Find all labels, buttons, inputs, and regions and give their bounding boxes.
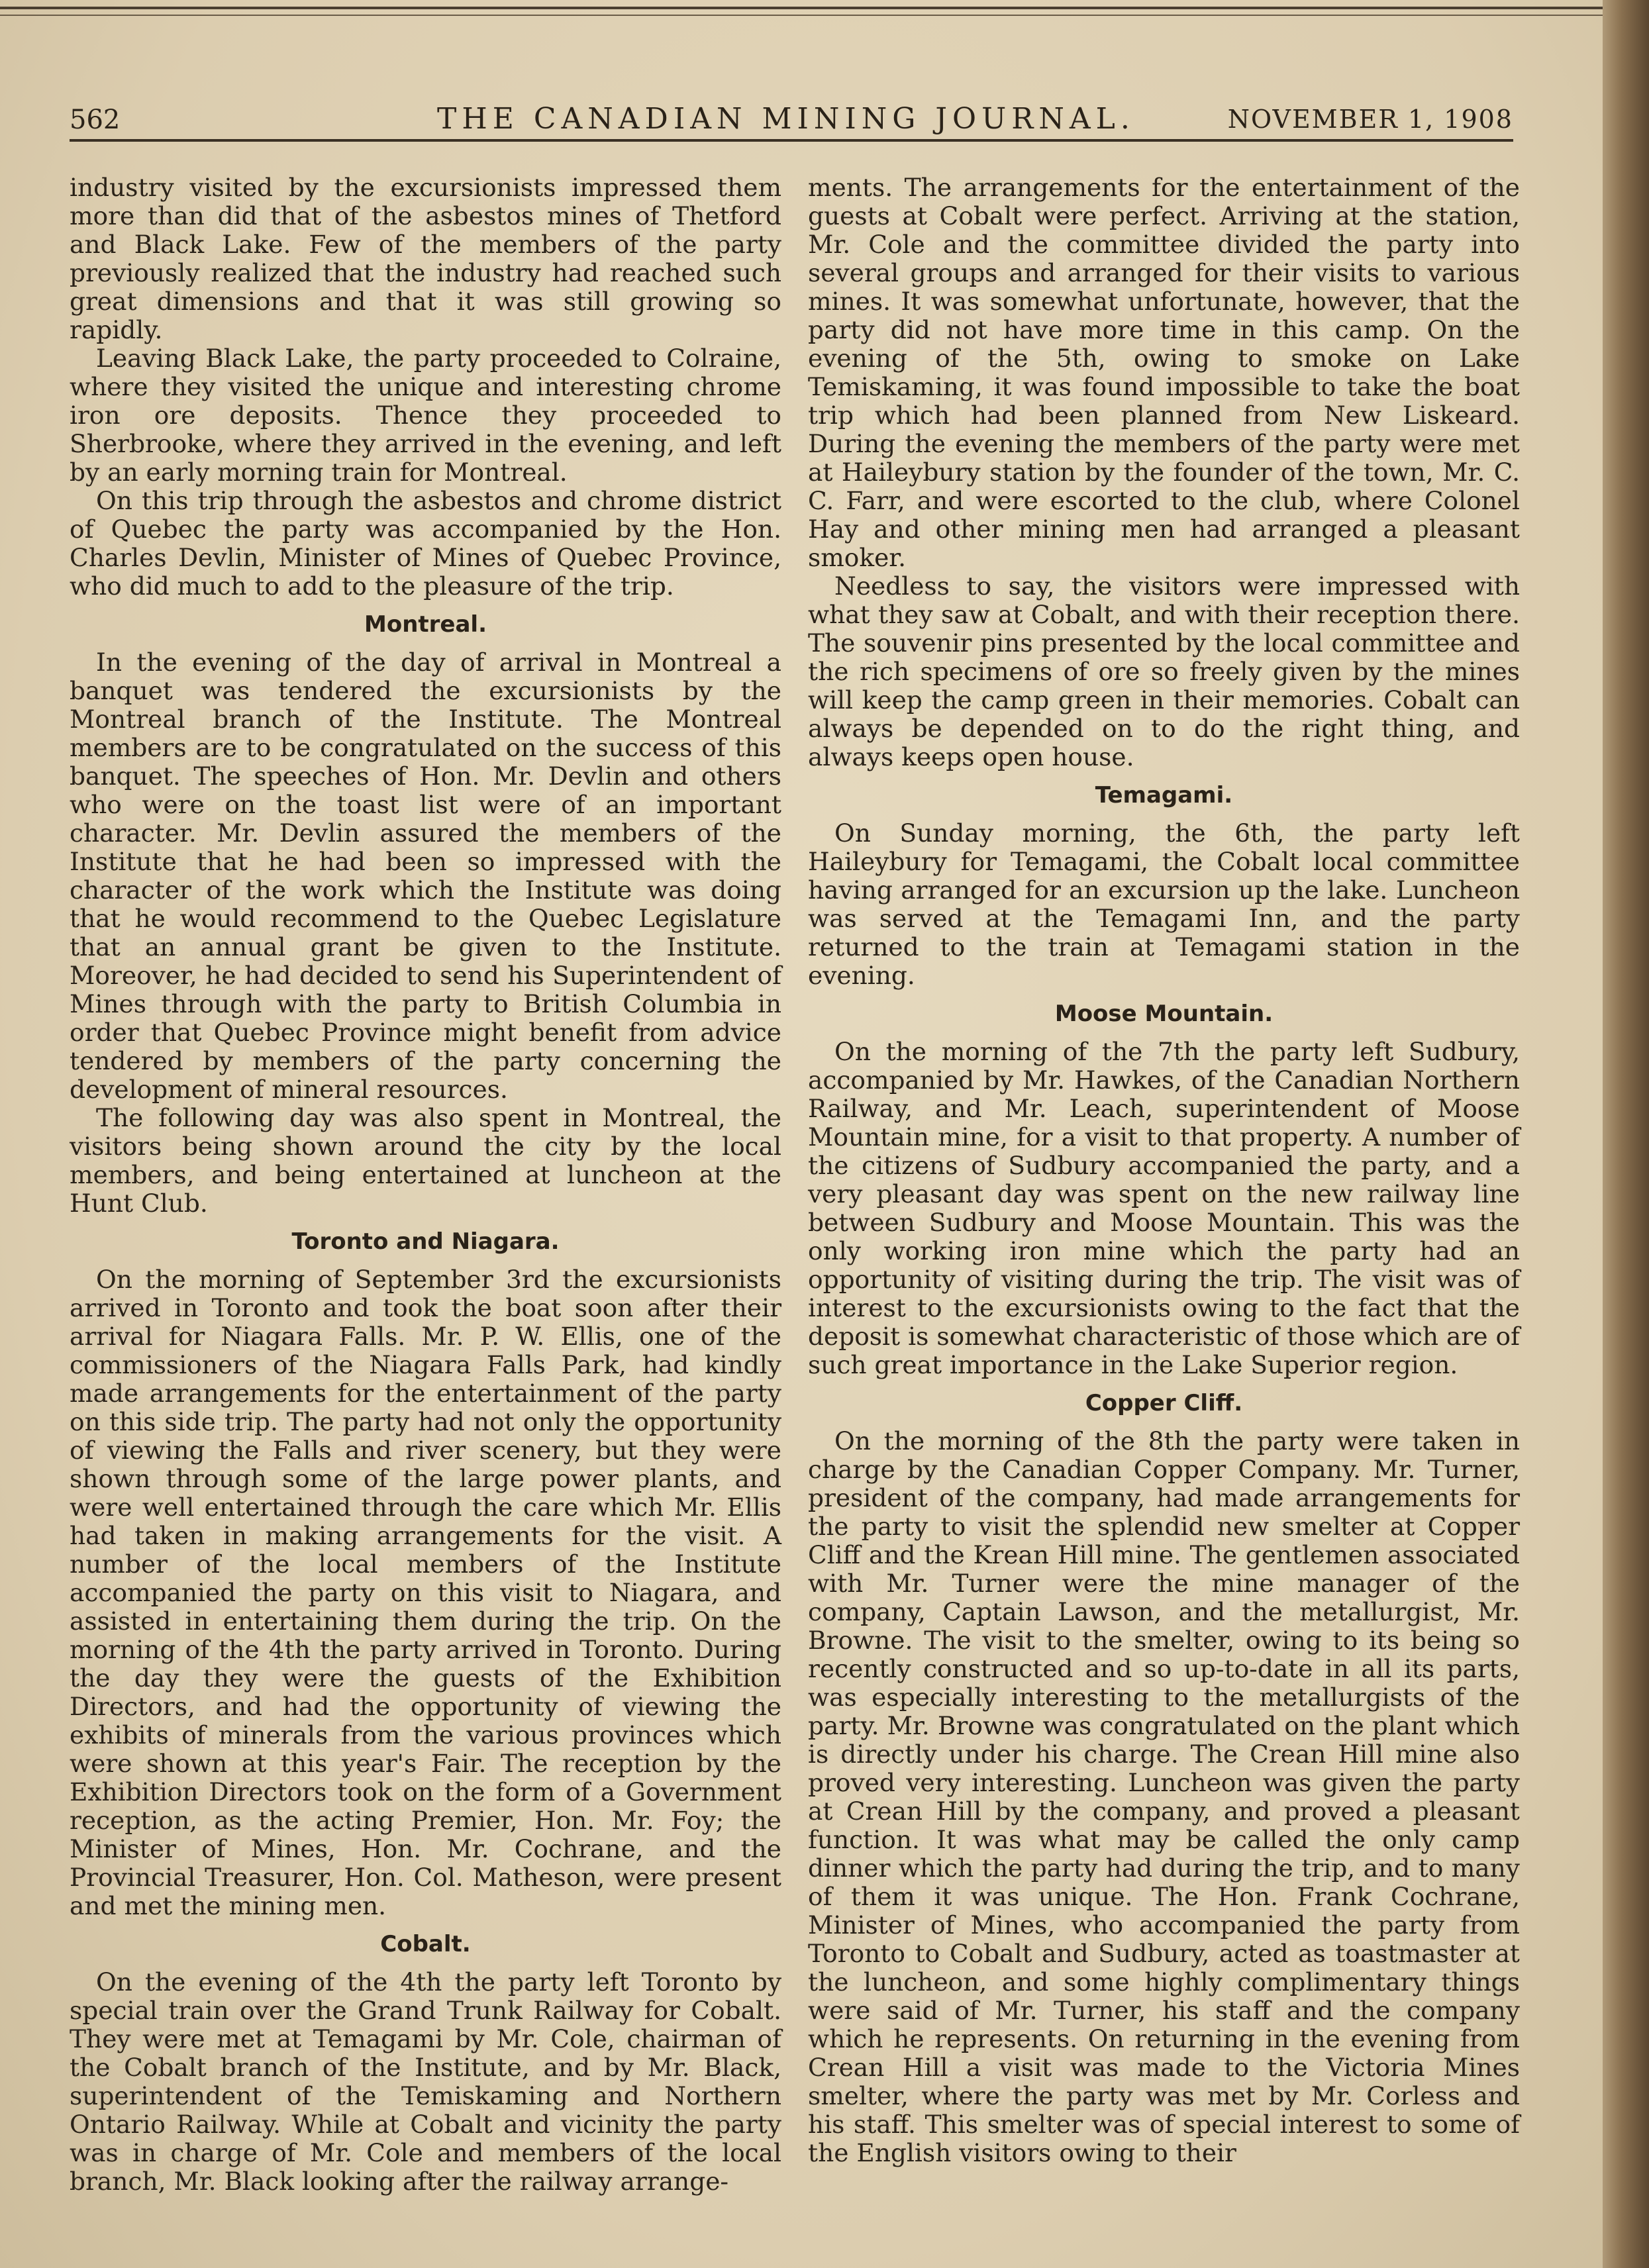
issue-date: NOVEMBER 1, 1908	[1227, 105, 1513, 134]
paragraph: Leaving Black Lake, the party proceeded to Colraine, where they visited the unique and interesting chrome iron ore deposits. Thence they proceeded to Sherbrooke, where they arrived in the evening, and left by an early morning train for Montreal.	[70, 344, 781, 487]
paragraph: ments. The arrangements for the entertainment of the guests at Cobalt were perfect. Arriving at the station, Mr. Cole and the committee divided the party into several groups and arranged for their visits to various mines. It was somewhat unfortunate, however, that the party did not have more time in this camp. On the evening of the 5th, owing to smoke on Lake Temiskaming, it was found impossible to take the boat trip which had been planned from New Liskeard. During the evening the members of the party were met at Haileybury station by the founder of the town, Mr. C. C. Farr, and were escorted to the club, where Colonel Hay and other mining men had arranged a pleasant smoker.	[808, 173, 1520, 572]
section-heading-montreal: Montreal.	[364, 611, 487, 638]
paragraph: On the morning of the 7th the party left Sudbury, accompanied by Mr. Hawkes, of the Canadian Northern Railway, and Mr. Leach, superintendent of Moose Mountain mine, for a visit to that property. A number of the citizens of Sudbury accompanied the party, and a very pleasant day was spent on the new railway line between Sudbury and Moose Mountain. This was the only working iron mine which the party had an opportunity of visiting during the trip. The visit was of interest to the excursionists owing to the fact that the deposit is somewhat characteristic of those which are of such great importance in the Lake Superior region.	[808, 1037, 1520, 1379]
right-column	[808, 173, 1520, 2167]
left-column	[70, 173, 781, 2196]
section-heading-copper-cliff: Copper Cliff.	[1085, 1390, 1243, 1416]
paragraph: Needless to say, the visitors were impressed with what they saw at Cobalt, and with their reception there. The souvenir pins presented by the local committee and the rich specimens of ore so freely given by the mines will keep the camp green in their memories. Cobalt can always be depended on to do the right thing, and always keeps open house.	[808, 571, 1520, 771]
section-heading-temagami: Temagami.	[1095, 782, 1233, 809]
page-edge-shadow	[1603, 0, 1649, 2268]
paragraph: On the evening of the 4th the party left Toronto by special train over the Grand Trunk Railway for Cobalt. They were met at Temagami by Mr. Cole, chairman of the Cobalt branch of the Institute, and by Mr. Black, superintendent of the Temiskaming and Northern Ontario Railway. While at Cobalt and vicinity the party was in charge of Mr. Cole and members of the local branch, Mr. Black looking after the railway arrange-	[70, 1967, 781, 2196]
top-border-rule-thin	[0, 15, 1603, 16]
section-heading-cobalt: Cobalt.	[380, 1931, 471, 1957]
section-heading-moose-mountain: Moose Mountain.	[1054, 1001, 1274, 1027]
paragraph: The following day was also spent in Montreal, the visitors being shown around the city by the local members, and being entertained at luncheon at the Hunt Club.	[70, 1103, 781, 1218]
paragraph: In the evening of the day of arrival in Montreal a banquet was tendered the excursionists by the Montreal branch of the Institute. The Montreal members are to be congratulated on the success of this banquet. The speeches of Hon. Mr. Devlin and others who were on the toast list were of an important character. Mr. Devlin assured the members of the Institute that he had been so impressed with the character of the work which the Institute was doing that he would recommend to the Quebec Legislature that an annual grant be given to the Institute. Moreover, he had decided to send his Superintendent of Mines through with the party to British Columbia in order that Quebec Province might benefit from advice tendered by members of the party concerning the development of mineral resources.	[70, 648, 781, 1104]
paragraph: industry visited by the excursionists impressed them more than did that of the asbestos mines of Thetford and Black Lake. Few of the members of the party previously realized that the industry had reached such great dimensions and that it was still growing so rapidly.	[70, 173, 781, 344]
top-border-rule	[0, 7, 1603, 9]
paragraph: On the morning of September 3rd the excursionists arrived in Toronto and took the boat soon after their arrival for Niagara Falls. Mr. P. W. Ellis, one of the commissioners of the Niagara Falls Park, had kindly made arrangements for the entertainment of the party on this side trip. The party had not only the opportunity of viewing the Falls and river scenery, but they were shown through some of the large power plants, and were well entertained through the care which Mr. Ellis had taken in making arrangements for the visit. A number of the local members of the Institute accompanied the party on this visit to Niagara, and assisted in entertaining them during the trip. On the morning of the 4th the party arrived in Toronto. During the day they were the guests of the Exhibition Directors, and had the opportunity of viewing the exhibits of minerals from the various provinces which were shown at this year's Fair. The reception by the Exhibition Directors took on the form of a Government reception, as the acting Premier, Hon. Mr. Foy; the Minister of Mines, Hon. Mr. Cochrane, and the Provincial Treasurer, Hon. Col. Matheson, were present and met the mining men.	[70, 1265, 781, 1920]
paragraph: On Sunday morning, the 6th, the party left Haileybury for Temagami, the Cobalt local committee having arranged for an excursion up the lake. Luncheon was served at the Temagami Inn, and the party returned to the train at Temagami station in the evening.	[808, 818, 1520, 990]
paragraph: On this trip through the asbestos and chrome district of Quebec the party was accompanied by the Hon. Charles Devlin, Minister of Mines of Quebec Province, who did much to add to the pleasure of the trip.	[70, 486, 781, 601]
running-header	[70, 102, 1513, 144]
section-heading-toronto-niagara: Toronto and Niagara.	[291, 1228, 560, 1255]
journal-title: THE CANADIAN MINING JOURNAL.	[437, 102, 1135, 136]
page-number: 562	[70, 105, 121, 135]
paragraph: On the morning of the 8th the party were taken in charge by the Canadian Copper Company. Mr. Turner, president of the company, had made arrangements for the party to visit the splendid new smelter at Copper Cliff and the Krean Hill mine. The gentlemen associated with Mr. Turner were the mine manager of the company, Captain Lawson, and the metallurgist, Mr. Browne. The visit to the smelter, owing to its being so recently constructed and so up-to-date in all its parts, was especially interesting to the metallurgists of the party. Mr. Browne was congratulated on the plant which is directly under his charge. The Crean Hill mine also proved very interesting. Luncheon was given the party at Crean Hill by the company, and proved a pleasant function. It was what may be called the only camp dinner which the party had during the trip, and to many of them it was unique. The Hon. Frank Cochrane, Minister of Mines, who accompanied the party from Toronto to Cobalt and Sudbury, acted as toastmaster at the luncheon, and some highly complimentary things were said of Mr. Turner, his staff and the company which he represents. On returning in the evening from Crean Hill a visit was made to the Victoria Mines smelter, where the party was met by Mr. Corless and his staff. This smelter was of special interest to some of the English visitors owing to their	[808, 1426, 1520, 2167]
header-rule	[70, 139, 1513, 142]
